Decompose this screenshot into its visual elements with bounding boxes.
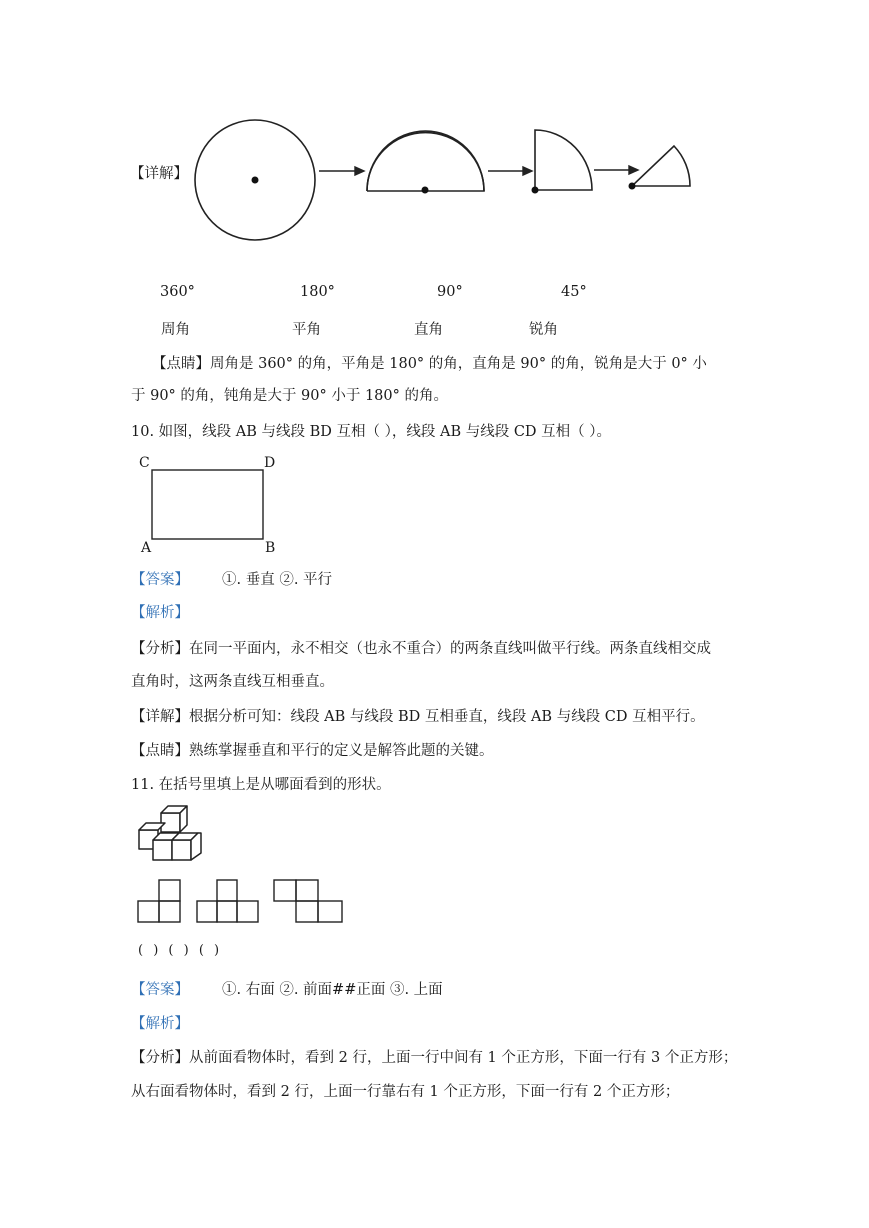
q11-blanks: ( ) ( ) ( ) (138, 943, 220, 958)
q11-fenxi-line1: 【分析】从前面看物体时，看到 2 行，上面一行中间有 1 个正方形，下面一行有 3 个正方形； (131, 1050, 738, 1066)
q10-fenxi-line1: 【分析】在同一平面内，永不相交（也永不重合）的两条直线叫做平行线。两条直线相交成 (131, 641, 711, 657)
name-full-angle: 周角 (161, 322, 190, 338)
q11-analysis-tag: 【解析】 (131, 1016, 189, 1032)
q10-answer-text: ①. 垂直 ②. 平行 (222, 572, 333, 588)
q11-answer-tag: 【答案】 (131, 982, 189, 998)
q10-question: 10. 如图，线段 AB 与线段 BD 互相（ ），线段 AB 与线段 CD 互相（ ）。 (131, 424, 612, 440)
angle-45: 45° (561, 284, 587, 300)
q11-question: 11. 在括号里填上是从哪面看到的形状。 (131, 777, 391, 793)
view-top (274, 880, 342, 922)
q10-detail: 【详解】根据分析可知：线段 AB 与线段 BD 互相垂直，线段 AB 与线段 CD 互相平行。 (131, 709, 705, 725)
name-acute-angle: 锐角 (529, 322, 558, 338)
view-right (138, 880, 180, 922)
q11-fenxi-line2: 从右面看物体时，看到 2 行，上面一行靠右有 1 个正方形，下面一行有 2 个正方形； (131, 1084, 680, 1100)
q10-analysis-tag: 【解析】 (131, 605, 189, 621)
name-right-angle: 直角 (414, 322, 443, 338)
angle-90: 90° (437, 284, 463, 300)
point-d: D (264, 455, 276, 471)
note1-line1: 【点睛】周角是 360° 的角，平角是 180° 的角，直角是 90° 的角，锐角是大于 0° 小 (152, 356, 707, 372)
point-b: B (265, 540, 276, 556)
angle-180: 180° (300, 284, 335, 300)
view-front (197, 880, 258, 922)
q10-answer-tag: 【答案】 (131, 572, 189, 588)
detail-label: 【详解】 (130, 166, 188, 182)
q10-note: 【点睛】熟练掌握垂直和平行的定义是解答此题的关键。 (131, 743, 494, 759)
point-a: A (141, 540, 152, 556)
name-straight-angle: 平角 (292, 322, 321, 338)
angle-360: 360° (160, 284, 195, 300)
point-c: C (139, 455, 150, 471)
q11-answer-text: ①. 右面 ②. 前面##正面 ③. 上面 (222, 982, 443, 998)
q10-fenxi-line2: 直角时，这两条直线互相垂直。 (131, 674, 334, 690)
note1-line2: 于 90° 的角，钝角是大于 90° 小于 180° 的角。 (131, 388, 448, 404)
